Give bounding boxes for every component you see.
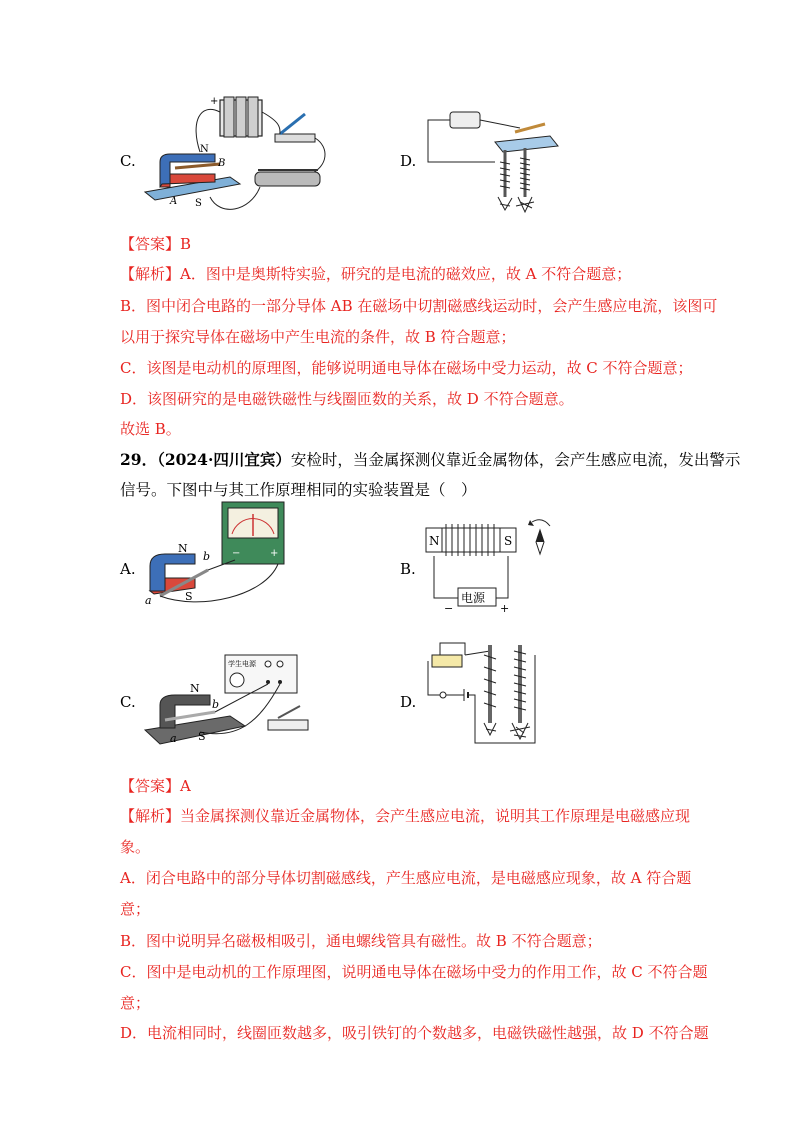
label-b: b bbox=[203, 550, 211, 563]
option-c-label: C. bbox=[120, 152, 136, 170]
q28-analysis-line-4: C．该图是电动机的原理图，能够说明通电导体在磁场中受力运动，故 C 不符合题意； bbox=[120, 359, 693, 377]
question-number: 29． bbox=[120, 450, 158, 469]
q29-option-c-label: C. bbox=[120, 693, 136, 711]
answer-tag: 【答案】 bbox=[120, 777, 181, 795]
power-label: 电源 bbox=[461, 591, 486, 605]
q29-option-b-label: B. bbox=[400, 560, 416, 578]
q29-analysis-line-8: D．电流相同时，线圈匝数越多，吸引铁钉的个数越多，电磁铁磁性越强，故 D 不符合题 bbox=[120, 1024, 709, 1042]
q28-analysis-line-2: B．图中闭合电路的一部分导体 AB 在磁场中切割磁感线运动时，会产生感应电流，该图可 bbox=[120, 297, 718, 315]
svg-text:+: + bbox=[270, 548, 279, 559]
q28-analysis-line-1: 【解析】A．图中是奥斯特实验，研究的是电流的磁效应，故 A 不符合题意； bbox=[120, 265, 632, 283]
label-s: S bbox=[195, 198, 202, 209]
label-b: B bbox=[218, 158, 226, 169]
label-s: S bbox=[198, 730, 206, 743]
q29-analysis-line-4: 意； bbox=[120, 900, 151, 918]
answer-value: A bbox=[180, 777, 191, 795]
q29-analysis-line-6: C．图中是电动机的工作原理图，说明通电导体在磁场中受力的作用工作，故 C 不符合题 bbox=[120, 963, 708, 981]
q29-analysis-line-5: B．图中说明异名磁极相吸引，通电螺线管具有磁性。故 B 不符合题意； bbox=[120, 932, 602, 950]
option-d-label: D. bbox=[400, 152, 417, 170]
q29-analysis-line-7: 意； bbox=[120, 994, 151, 1012]
label-n: N bbox=[178, 542, 188, 555]
device-label: 学生电源 bbox=[228, 660, 256, 668]
q28-answer bbox=[120, 233, 191, 254]
answer-value: B bbox=[180, 235, 192, 253]
q29-analysis-line-2: 象。 bbox=[120, 838, 151, 856]
q29-stem-line-1: 29．（2024·四川宜宾）安检时，当金属探测仪靠近金属物体，会产生感应电流，发出警示 bbox=[120, 450, 741, 469]
q29-option-d-label: D. bbox=[400, 693, 417, 711]
analysis-tag: 【解析】 bbox=[120, 807, 181, 825]
figure-generator-experiment bbox=[140, 92, 340, 217]
q29-analysis-line-1: 【解析】当金属探测仪靠近金属物体，会产生感应电流，说明其工作原理是电磁感应现 bbox=[120, 807, 691, 825]
label-s: S bbox=[185, 590, 193, 603]
q28-analysis-line-5: D．该图研究的是电磁铁磁性与线圈匝数的关系，故 D 不符合题意。 bbox=[120, 390, 574, 408]
analysis-tag: 【解析】 bbox=[120, 265, 181, 283]
figure-electromagnet-nails bbox=[420, 635, 550, 753]
label-a: A bbox=[170, 196, 178, 207]
question-source: （2024·四川宜宾） bbox=[157, 450, 291, 469]
q29-stem-line-2: 信号。下图中与其工作原理相同的实验装置是（ ） bbox=[120, 481, 477, 499]
label-n: N bbox=[429, 534, 440, 548]
q28-analysis-line-3: 以用于探究导体在磁场中产生电流的条件，故 B 符合题意； bbox=[120, 328, 516, 346]
label-n: N bbox=[200, 144, 209, 155]
figure-electromagnet-coils bbox=[420, 102, 570, 220]
figure-motor-experiment bbox=[140, 650, 320, 750]
label-n: N bbox=[190, 682, 200, 695]
label-a: a bbox=[145, 594, 152, 607]
plus-sign: + bbox=[210, 96, 219, 107]
svg-text:−: − bbox=[232, 548, 241, 559]
q29-answer bbox=[120, 775, 191, 796]
q29-analysis-line-3: A．闭合电路中的部分导体切割磁感线，产生感应电流，是电磁感应现象，故 A 符合题 bbox=[120, 869, 692, 887]
label-s: S bbox=[504, 534, 513, 548]
label-b: b bbox=[212, 698, 220, 711]
answer-tag: 【答案】 bbox=[120, 235, 181, 253]
q29-option-a-label: A. bbox=[120, 560, 136, 578]
label-a: a bbox=[170, 732, 177, 745]
plus-sign: + bbox=[500, 602, 510, 615]
minus-sign: − bbox=[444, 602, 454, 615]
q28-analysis-line-6: 故选 B。 bbox=[120, 420, 181, 438]
figure-magnet-galvanometer bbox=[140, 496, 300, 608]
figure-solenoid-compass bbox=[420, 516, 570, 616]
